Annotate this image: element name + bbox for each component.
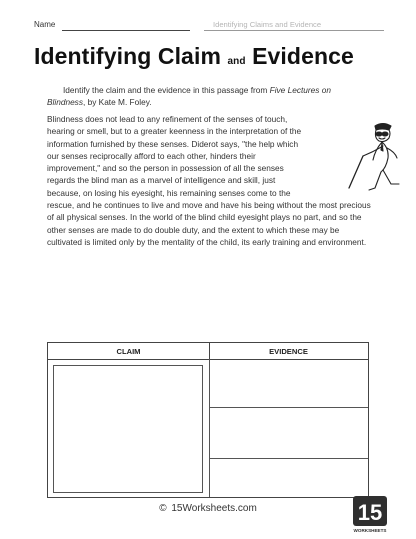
- claim-answer-box[interactable]: [53, 365, 203, 493]
- title-part-1: Identifying Claim: [34, 43, 221, 69]
- blind-man-illustration: [345, 118, 407, 196]
- site-name[interactable]: 15Worksheets.com: [171, 503, 257, 514]
- evidence-column-header: EVIDENCE: [269, 346, 308, 356]
- intro-text-before: Identify the claim and the evidence in this passage from: [63, 85, 270, 95]
- evidence-divider: [210, 458, 368, 459]
- instructions: [47, 84, 367, 108]
- page-title: [34, 43, 354, 70]
- title-part-3: Evidence: [252, 43, 354, 69]
- copyright-symbol: ©: [159, 503, 167, 514]
- claim-evidence-table: [47, 342, 369, 498]
- evidence-answer-box-1[interactable]: [209, 359, 368, 408]
- logo-number: 15: [357, 500, 383, 525]
- worksheet-subtitle: Identifying Claims and Evidence: [213, 20, 322, 29]
- title-and: and: [227, 56, 246, 67]
- evidence-answer-box-2[interactable]: [209, 408, 368, 497]
- book-title: Five Lectures on Blindness: [47, 85, 331, 107]
- logo-word: WORKSHEETS: [353, 528, 387, 533]
- claim-column-header: CLAIM: [48, 343, 210, 359]
- passage: [47, 113, 375, 248]
- intro-text-after: , by Kate M. Foley.: [82, 97, 152, 107]
- worksheets-logo: [353, 496, 387, 534]
- passage-text: Blindness does not lead to any refinement of the senses of touch, hearing or smell, but to a greater keenness in the interpretation of the information furnished by these senses. Diderot says, "the help which our senses reciprocally afford to each other, hinders their improvement," and so the person in possession of all the senses regards the blind man as a marvel of intelligence and skill, just because, on losing his eyesight, his remaining senses come to the rescue, and he continues to live and move and have his being without the most precious of all physical senses. In the world of the blind child eyesight plays no part, and so the other senses are made to do double duty, and the extent to which these may be cultivated is limited only by the mentality of the child, its early training and environment.: [47, 114, 371, 247]
- subtitle-underline: [204, 30, 384, 31]
- name-label: Name: [34, 20, 56, 29]
- name-line[interactable]: [62, 30, 190, 31]
